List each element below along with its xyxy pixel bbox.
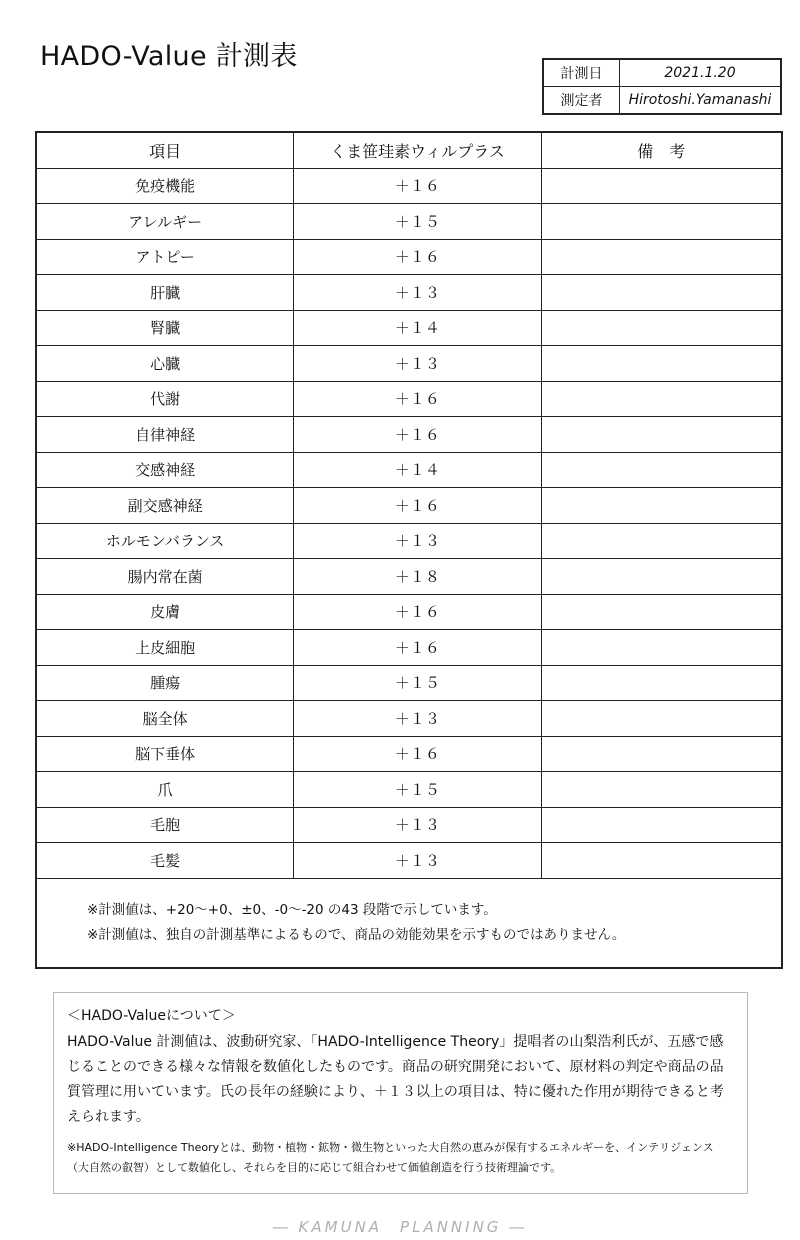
table-row: [36, 630, 782, 666]
measurer-row: [543, 87, 781, 115]
footer-brand: ― KAMUNA PLANNING ―: [272, 1218, 528, 1236]
note-scale: ※計測値は、+20～+0、±0、-0～-20 の43 段階で示しています。: [87, 901, 497, 918]
row-remark: [541, 452, 782, 488]
row-value: ＋１５: [294, 204, 541, 240]
header-remarks: 備 考: [541, 132, 782, 168]
row-remark: [541, 381, 782, 417]
row-value: ＋１３: [294, 807, 541, 843]
row-item: 自律神経: [36, 417, 294, 453]
row-item: 脳全体: [36, 701, 294, 737]
table-row: [36, 665, 782, 701]
table-row: [36, 310, 782, 346]
row-item: 皮膚: [36, 594, 294, 630]
about-heading: ＜HADO-Valueについて＞: [67, 1008, 236, 1024]
row-value: ＋１６: [294, 488, 541, 524]
row-item: アレルギー: [36, 204, 294, 240]
row-item: 腫瘍: [36, 665, 294, 701]
about-body: HADO-Value 計測値は、波動研究家、「HADO-Intelligence Theory」提唱者の山梨浩利氏が、五感で感じることのできる様々な情報を数値化したものです。商品の研究開発において、原材料の判定や商品の品質管理に用いています。氏の長年の経験により、＋１３以上の項目は、特に優れた作用が期待できると考えられます。: [67, 1034, 724, 1125]
row-value: ＋１３: [294, 346, 541, 382]
row-value: ＋１６: [294, 594, 541, 630]
row-remark: [541, 346, 782, 382]
header-item: 項目: [36, 132, 294, 168]
row-value: ＋１６: [294, 239, 541, 275]
table-row: [36, 736, 782, 772]
row-item: 心臓: [36, 346, 294, 382]
row-remark: [541, 843, 782, 879]
row-value: ＋１３: [294, 843, 541, 879]
row-remark: [541, 417, 782, 453]
row-item: 代謝: [36, 381, 294, 417]
table-row: [36, 452, 782, 488]
row-remark: [541, 168, 782, 204]
notes-cell: [36, 878, 782, 968]
table-row: [36, 594, 782, 630]
table-row: [36, 381, 782, 417]
row-remark: [541, 772, 782, 808]
row-remark: [541, 736, 782, 772]
page-title: HADO-Value 計測表: [40, 41, 298, 73]
row-item: アトピー: [36, 239, 294, 275]
row-item: 副交感神経: [36, 488, 294, 524]
note-disclaimer: ※計測値は、独自の計測基準によるもので、商品の効能効果を示すものではありません。: [87, 926, 626, 943]
row-item: 爪: [36, 772, 294, 808]
row-remark: [541, 239, 782, 275]
row-remark: [541, 488, 782, 524]
row-remark: [541, 630, 782, 666]
row-remark: [541, 204, 782, 240]
measurer-label: 測定者: [543, 87, 620, 115]
table-row: [36, 843, 782, 879]
row-value: ＋１３: [294, 523, 541, 559]
row-remark: [541, 594, 782, 630]
table-row: [36, 417, 782, 453]
date-value: 2021.1.20: [620, 59, 782, 87]
hado-value-table: [35, 131, 783, 969]
row-item: ホルモンバランス: [36, 523, 294, 559]
row-value: ＋１３: [294, 701, 541, 737]
row-item: 交感神経: [36, 452, 294, 488]
row-item: 毛髪: [36, 843, 294, 879]
date-label: 計測日: [543, 59, 620, 87]
row-remark: [541, 807, 782, 843]
about-box: [53, 992, 748, 1194]
row-item: 腎臓: [36, 310, 294, 346]
row-remark: [541, 310, 782, 346]
table-row: [36, 239, 782, 275]
row-remark: [541, 701, 782, 737]
row-value: ＋１６: [294, 630, 541, 666]
table-row: [36, 772, 782, 808]
row-value: ＋１５: [294, 665, 541, 701]
row-item: 上皮細胞: [36, 630, 294, 666]
table-row: [36, 275, 782, 311]
table-row: [36, 523, 782, 559]
measurement-info-table: [542, 58, 782, 115]
row-value: ＋１６: [294, 381, 541, 417]
row-item: 毛胞: [36, 807, 294, 843]
row-value: ＋１４: [294, 452, 541, 488]
row-value: ＋１６: [294, 736, 541, 772]
row-value: ＋１４: [294, 310, 541, 346]
row-remark: [541, 559, 782, 595]
row-value: ＋１８: [294, 559, 541, 595]
table-row: [36, 559, 782, 595]
about-footnote: ※HADO-Intelligence Theoryとは、動物・植物・鉱物・微生物といった大自然の恵みが保有するエネルギーを、インテリジェンス（大自然の叡智）として数値化し、それらを目的に応じて組合わせて価値創造を行う技術理論です。: [67, 1141, 714, 1174]
row-value: ＋１６: [294, 417, 541, 453]
table-header-row: [36, 132, 782, 168]
row-value: ＋１５: [294, 772, 541, 808]
table-row: [36, 168, 782, 204]
measurer-value: Hirotoshi.Yamanashi: [620, 87, 782, 115]
row-value: ＋１３: [294, 275, 541, 311]
row-value: ＋１６: [294, 168, 541, 204]
table-row: [36, 701, 782, 737]
row-remark: [541, 665, 782, 701]
header-product: くま笹珪素ウィルプラス: [294, 132, 541, 168]
table-row: [36, 346, 782, 382]
table-row: [36, 807, 782, 843]
notes-row: [36, 878, 782, 968]
row-item: 脳下垂体: [36, 736, 294, 772]
table-row: [36, 488, 782, 524]
row-item: 腸内常在菌: [36, 559, 294, 595]
measurement-date-row: [543, 59, 781, 87]
row-item: 免疫機能: [36, 168, 294, 204]
row-remark: [541, 275, 782, 311]
row-remark: [541, 523, 782, 559]
table-row: [36, 204, 782, 240]
row-item: 肝臓: [36, 275, 294, 311]
